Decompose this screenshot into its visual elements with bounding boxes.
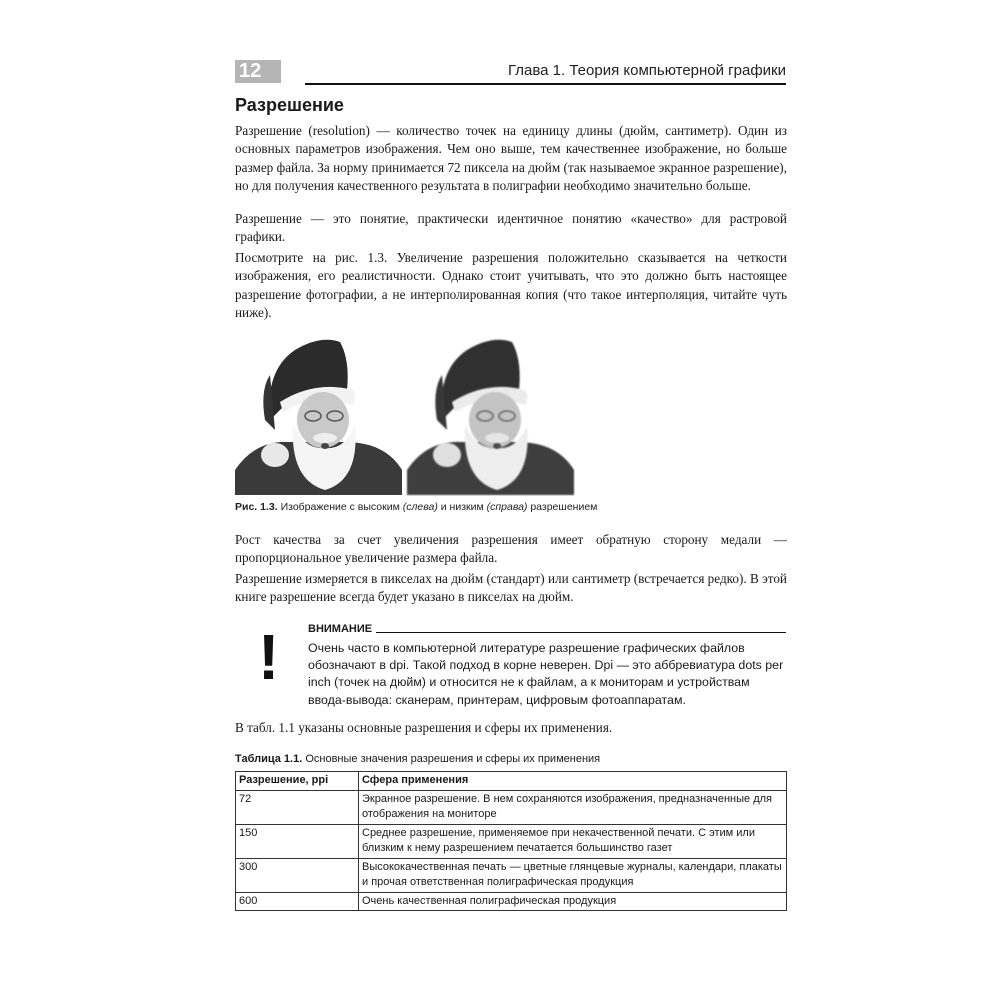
paragraph-table-ref: В табл. 1.1 указаны основные разрешения и сферы их применения. xyxy=(235,720,613,735)
section-title: Разрешение xyxy=(235,95,344,115)
warning-title: ВНИМАНИЕ xyxy=(308,623,376,635)
caption-right-word: (справа) xyxy=(486,501,528,513)
table-cell-application: Высококачественная печать — цветные глянцевые журналы, календари, плакаты и прочая ответственная полиграфическая продукция xyxy=(359,858,787,892)
caption-text-2: и низким xyxy=(437,501,487,513)
paragraph-definition: Разрешение (resolution) — количество точек на единицу длины (дюйм, сантиметр). Один из основных параметров изображения. Чем оно выше, тем качественнее изображение, но больше размер файла. За норму принимается 72 пиксела на дюйм (так называемое экранное разрешение), но для получения качественного результата в полиграфии необходимо значительно больше. xyxy=(235,123,787,194)
resolution-table xyxy=(235,771,787,911)
table-cell-resolution: 150 xyxy=(236,824,359,858)
table-caption-text: Основные значения разрешения и сферы их применения xyxy=(302,753,601,765)
santa-photo-low-res xyxy=(407,330,574,495)
santa-photo-high-res xyxy=(235,330,402,495)
table-row xyxy=(236,790,787,824)
paragraph-units: Разрешение измеряется в пикселах на дюйм (стандарт) или сантиметр (встречается редко). В этой книге разрешение всегда будет указано в пикселах на дюйм. xyxy=(235,571,787,605)
table-cell-resolution: 600 xyxy=(236,892,359,911)
santa-high-res-image xyxy=(235,330,402,495)
table-caption xyxy=(235,753,600,765)
table-cell-application: Очень качественная полиграфическая продукция xyxy=(359,892,787,911)
table-row xyxy=(236,858,787,892)
santa-low-res-image xyxy=(407,330,574,495)
paragraph-figure-ref: Посмотрите на рис. 1.3. Увеличение разрешения положительно сказывается на четкости изображения, его реалистичности. Однако стоит учитывать, что это должно быть настоящее разрешение фотографии, а не интерполированная копия (что такое интерполяция, читайте чуть ниже). xyxy=(235,250,787,321)
figure-label: Рис. 1.3. xyxy=(235,501,278,513)
table-header-row xyxy=(236,772,787,791)
warning-exclamation-icon: ! xyxy=(258,621,280,693)
column-header-resolution: Разрешение, ppi xyxy=(236,772,359,791)
figure-santa-comparison xyxy=(235,330,575,495)
caption-text-1: Изображение с высоким xyxy=(277,501,403,513)
warning-text: Очень часто в компьютерной литературе разрешение графических файлов обозначают в dpi. Такой подход в корне неверен. Dpi — это аббревиатура dots per inch (точек на дюйм) и относится не к файлам, а к мониторам и устройствам ввода-вывода: сканерам, принтерам, цифровым фотоаппаратам. xyxy=(308,641,784,707)
table-cell-resolution: 72 xyxy=(236,790,359,824)
page-number: 12 xyxy=(235,60,281,83)
figure-caption xyxy=(235,501,597,513)
page-header xyxy=(235,60,786,84)
warning-rule xyxy=(308,632,786,633)
caption-left-word: (слева) xyxy=(402,501,438,513)
table-row xyxy=(236,892,787,911)
table-cell-application: Экранное разрешение. В нем сохраняются изображения, предназначенные для отображения на мониторе xyxy=(359,790,787,824)
caption-text-3: разрешением xyxy=(527,501,598,513)
chapter-title: Глава 1. Теория компьютерной графики xyxy=(508,62,786,79)
paragraph-file-size: Рост качества за счет увеличения разрешения имеет обратную сторону медали — пропорциональное увеличение размера файла. xyxy=(235,532,787,566)
header-rule xyxy=(305,83,786,85)
warning-heading xyxy=(308,623,786,637)
table-row xyxy=(236,824,787,858)
table-cell-application: Среднее разрешение, применяемое при некачественной печати. С этим или близким к нему разрешением печатается большинство газет xyxy=(359,824,787,858)
paragraph-quality: Разрешение — это понятие, практически идентичное понятию «качество» для растровой графики. xyxy=(235,211,787,245)
table-cell-resolution: 300 xyxy=(236,858,359,892)
table-label: Таблица 1.1. xyxy=(235,753,303,765)
column-header-application: Сфера применения xyxy=(359,772,787,791)
warning-box xyxy=(308,623,786,709)
